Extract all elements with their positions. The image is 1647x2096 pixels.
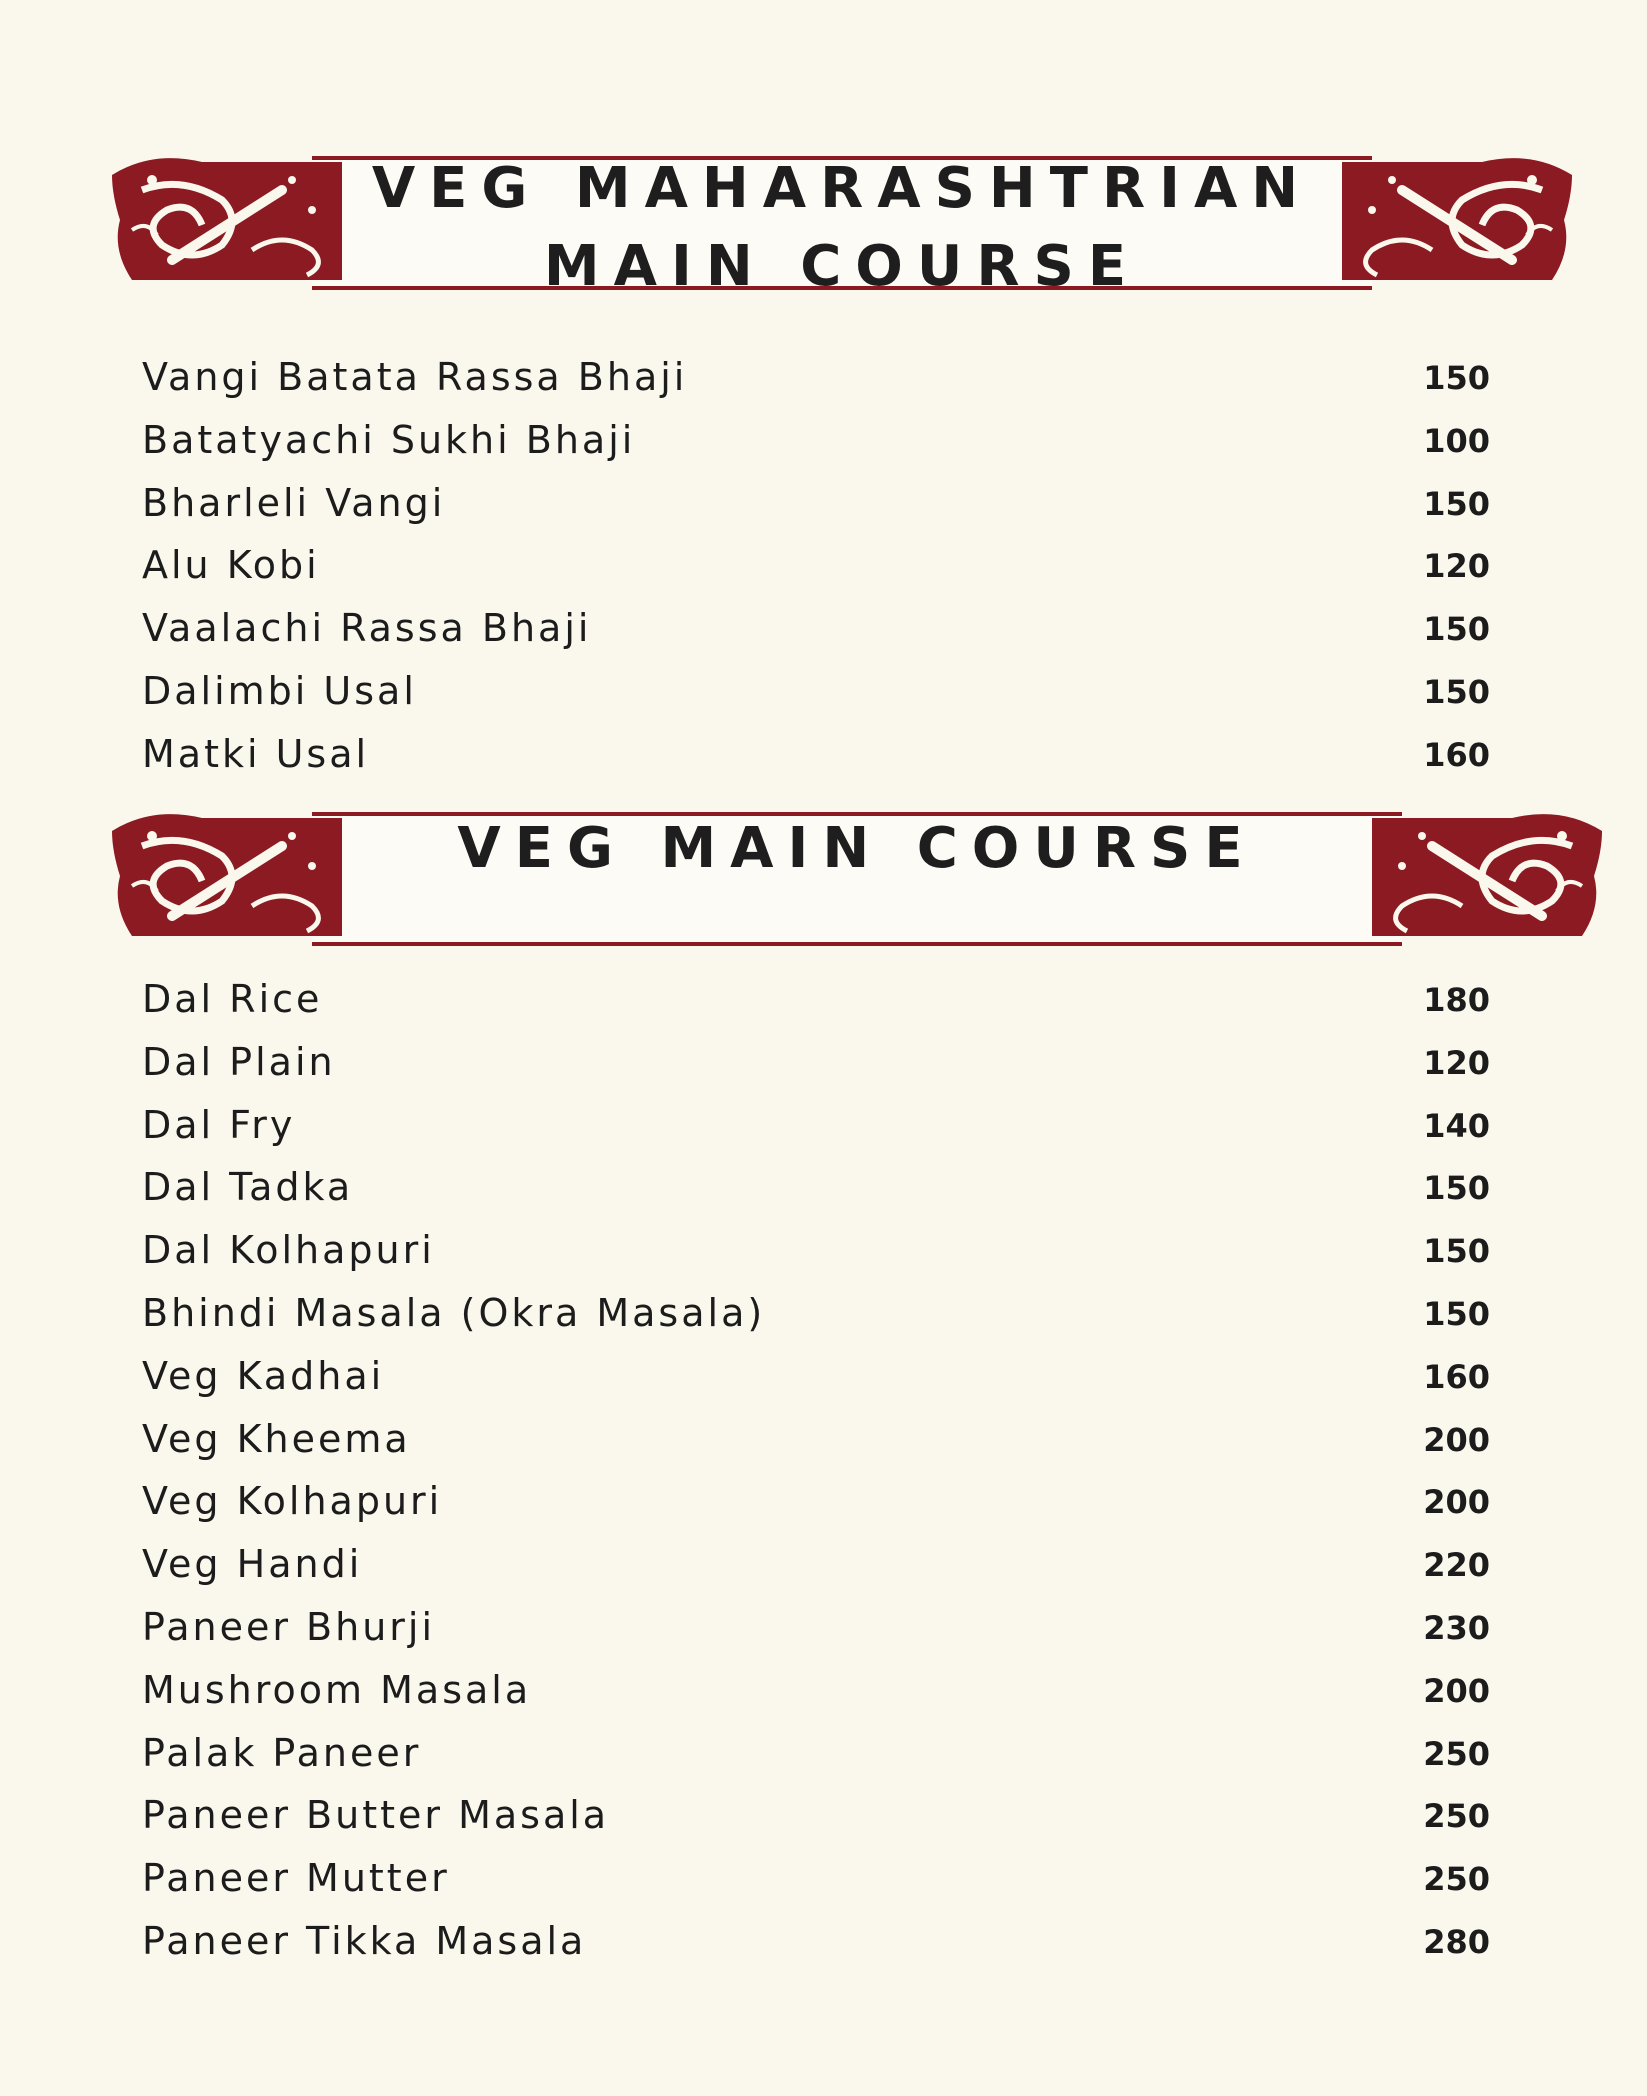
item-price: 150 [1423, 610, 1490, 649]
item-name: Veg Kadhai [142, 1353, 385, 1398]
item-name: Veg Kolhapuri [142, 1479, 443, 1524]
menu-item [142, 1165, 1490, 1228]
item-name: Mushroom Masala [142, 1667, 532, 1712]
menu-item [142, 1354, 1490, 1417]
item-price: 220 [1423, 1546, 1490, 1585]
item-price: 120 [1423, 547, 1490, 586]
menu-item [142, 1605, 1490, 1668]
item-price: 100 [1423, 421, 1490, 460]
section-title: VEG MAHARASHTRIAN MAIN COURSE [371, 156, 1313, 299]
menu-item [142, 355, 1490, 418]
item-price: 200 [1423, 1671, 1490, 1710]
item-price: 180 [1423, 981, 1490, 1019]
item-price: 250 [1423, 1860, 1490, 1899]
item-price: 150 [1423, 359, 1490, 397]
item-name: Vaalachi Rassa Bhaji [142, 606, 592, 651]
ornament-left-icon [112, 806, 342, 946]
item-price: 230 [1423, 1608, 1490, 1647]
menu-item [142, 1919, 1490, 1982]
menu-item [142, 669, 1490, 732]
item-name: Dalimbi Usal [142, 668, 417, 713]
menu-item [142, 1542, 1490, 1605]
menu-item [142, 418, 1490, 481]
item-price: 160 [1423, 735, 1490, 774]
item-price: 250 [1423, 1734, 1490, 1773]
menu-item [142, 1856, 1490, 1919]
item-price: 250 [1423, 1797, 1490, 1836]
item-name: Paneer Mutter [142, 1856, 450, 1901]
item-name: Palak Paneer [142, 1730, 422, 1775]
item-price: 150 [1423, 1232, 1490, 1271]
ornament-right-icon [1372, 806, 1602, 946]
section-banner-maharashtrian [112, 150, 1572, 299]
item-name: Dal Rice [142, 977, 323, 1021]
menu-item [142, 543, 1490, 606]
item-name: Dal Fry [142, 1102, 296, 1147]
item-name: Paneer Butter Masala [142, 1793, 610, 1838]
item-price: 160 [1423, 1357, 1490, 1396]
item-price: 280 [1423, 1922, 1490, 1961]
menu-item [142, 1668, 1490, 1731]
item-name: Veg Handi [142, 1542, 363, 1587]
section-banner-main-course [112, 806, 1602, 946]
menu-item [142, 1731, 1490, 1794]
item-name: Vangi Batata Rassa Bhaji [142, 355, 688, 399]
menu-list-main-course [142, 977, 1490, 1982]
item-name: Batatyachi Sukhi Bhaji [142, 417, 636, 462]
item-name: Paneer Bhurji [142, 1604, 436, 1649]
item-name: Matki Usal [142, 731, 370, 776]
menu-item [142, 977, 1490, 1040]
menu-item [142, 1291, 1490, 1354]
menu-item [142, 606, 1490, 669]
menu-item [142, 1417, 1490, 1480]
item-name: Veg Kheema [142, 1416, 411, 1461]
menu-item [142, 1103, 1490, 1166]
item-name: Bharleli Vangi [142, 480, 446, 525]
section-title: VEG MAIN COURSE [457, 816, 1257, 881]
item-name: Dal Tadka [142, 1165, 354, 1210]
item-price: 150 [1423, 1169, 1490, 1208]
item-price: 150 [1423, 672, 1490, 711]
menu-item [142, 481, 1490, 544]
item-name: Paneer Tikka Masala [142, 1918, 587, 1963]
item-name: Bhindi Masala (Okra Masala) [142, 1290, 766, 1335]
item-name: Dal Kolhapuri [142, 1228, 435, 1273]
menu-list-maharashtrian [142, 355, 1490, 795]
menu-item [142, 1040, 1490, 1103]
menu-item [142, 1228, 1490, 1291]
menu-item [142, 732, 1490, 795]
item-name: Alu Kobi [142, 543, 320, 588]
item-price: 150 [1423, 1294, 1490, 1333]
item-name: Dal Plain [142, 1039, 336, 1084]
ornament-left-icon [112, 150, 342, 290]
item-price: 140 [1423, 1106, 1490, 1145]
item-price: 120 [1423, 1043, 1490, 1082]
menu-item [142, 1479, 1490, 1542]
item-price: 150 [1423, 484, 1490, 523]
item-price: 200 [1423, 1483, 1490, 1522]
ornament-right-icon [1342, 150, 1572, 290]
item-price: 200 [1423, 1420, 1490, 1459]
menu-item [142, 1793, 1490, 1856]
